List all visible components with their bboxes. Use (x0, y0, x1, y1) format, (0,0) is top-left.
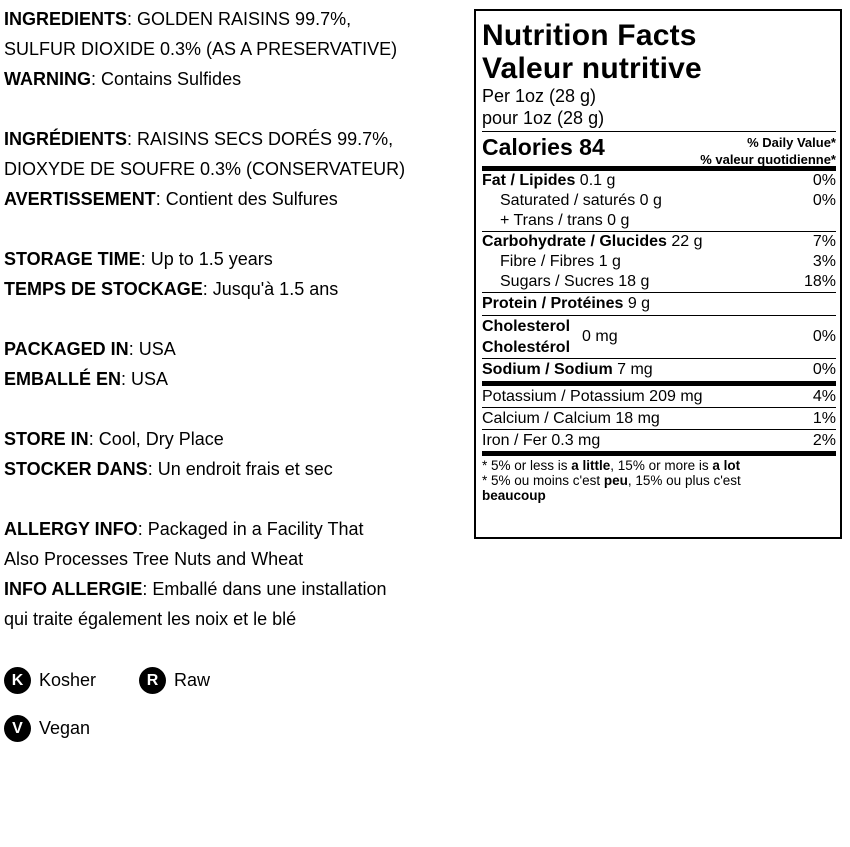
cholesterol-label (482, 316, 570, 358)
ingredients-line-2: SULFUR DIOXIDE 0.3% (AS A PRESERVATIVE) (4, 39, 398, 59)
iron-dv: 2% (812, 432, 836, 449)
kosher-label: Kosher (39, 670, 97, 690)
saturated-label: Saturated / saturés 0 g (500, 192, 662, 209)
fat-amount: 0.1 g (575, 172, 616, 189)
trans-row (482, 211, 836, 231)
ingredients-line (4, 4, 470, 34)
calcium-label: Calcium / Calcium 18 mg (482, 410, 660, 427)
sodium-amount: 7 mg (612, 361, 653, 378)
ingredients-fr-label: INGRÉDIENTS (4, 129, 128, 149)
daily-value-header (700, 134, 836, 168)
potassium-label: Potassium / Potassium 209 mg (482, 388, 703, 405)
ingredients-fr-text: : RAISINS SECS DORÉS 99.7%, (127, 129, 394, 149)
storage-text: : Up to 1.5 years (140, 249, 273, 269)
allergy-fr-line (4, 574, 470, 604)
carbohydrate-row (482, 232, 836, 252)
packaged-fr-label: EMBALLÉ EN (4, 369, 121, 389)
allergy-label: ALLERGY INFO (4, 519, 138, 539)
ingredients-fr-line-2: DIOXYDE DE SOUFRE 0.3% (CONSERVATEUR) (4, 159, 406, 179)
allergy-fr-label: INFO ALLERGIE (4, 579, 143, 599)
calcium-dv: 1% (812, 410, 836, 427)
footnote (482, 456, 836, 503)
raw-label: Raw (174, 670, 211, 690)
storage-fr-label: TEMPS DE STOCKAGE (4, 279, 203, 299)
fibre-dv: 3% (812, 253, 836, 270)
store-label: STORE IN (4, 429, 89, 449)
serving-size-en: Per 1oz (28 g) (482, 86, 597, 106)
daily-value-en: % Daily Value* (747, 135, 836, 150)
packaged-line (4, 334, 470, 364)
fibre-row (482, 252, 836, 272)
store-line (4, 424, 470, 454)
potassium-dv: 4% (812, 388, 836, 405)
store-fr-line (4, 454, 470, 484)
storage-fr-line (4, 274, 470, 304)
iron-label: Iron / Fer 0.3 mg (482, 432, 601, 449)
allergy-line-2: Also Processes Tree Nuts and Wheat (4, 549, 304, 569)
fat-label: Fat / Lipides (482, 172, 576, 189)
protein-amount: 9 g (623, 295, 651, 312)
sugars-row (482, 272, 836, 292)
serving-size-fr: pour 1oz (28 g) (482, 108, 605, 128)
warning-label: WARNING (4, 69, 91, 89)
packaged-fr-line (4, 364, 470, 394)
storage-label: STORAGE TIME (4, 249, 141, 269)
raw-icon: R (139, 667, 166, 694)
daily-value-fr: % valeur quotidienne* (700, 152, 836, 167)
potassium-row (482, 386, 836, 407)
allergy-fr-text: : Emballé dans une installation (142, 579, 387, 599)
vegan-icon: V (4, 715, 31, 742)
vegan-badge (4, 715, 90, 742)
sodium-label: Sodium / Sodium (482, 361, 613, 378)
warning-fr-text: : Contient des Sulfures (155, 189, 338, 209)
warning-fr-line (4, 184, 470, 214)
cholesterol-label-fr: Cholestérol (482, 339, 571, 356)
saturated-dv: 0% (812, 192, 836, 209)
calories-row (482, 132, 836, 166)
sugars-label: Sugars / Sucres 18 g (500, 273, 650, 290)
cholesterol-amount: 0 mg (582, 328, 618, 345)
allergy-text: : Packaged in a Facility That (137, 519, 364, 539)
saturated-row (482, 191, 836, 211)
ingredients-label: INGREDIENTS (4, 9, 128, 29)
packaged-fr-text: : USA (121, 369, 169, 389)
vegan-label: Vegan (39, 718, 91, 738)
warning-line (4, 64, 470, 94)
footnote-en: * 5% or less is a little, 15% or more is a lot (482, 458, 741, 473)
nutrition-title-fr: Valeur nutritive (482, 52, 702, 85)
cholesterol-row (482, 316, 836, 358)
fat-row (482, 171, 836, 191)
nutrition-title-en: Nutrition Facts (482, 19, 697, 52)
packaged-text: : USA (128, 339, 176, 359)
calories-label: Calories 84 (482, 134, 605, 160)
allergy-line (4, 514, 470, 544)
raw-badge (139, 667, 210, 694)
iron-row (482, 430, 836, 451)
store-fr-label: STOCKER DANS (4, 459, 148, 479)
fat-dv: 0% (812, 172, 836, 189)
storage-fr-text: : Jusqu'à 1.5 ans (202, 279, 339, 299)
sodium-row (482, 359, 836, 381)
store-fr-text: : Un endroit frais et sec (147, 459, 333, 479)
allergy-fr-line-2: qui traite également les noix et le blé (4, 609, 297, 629)
protein-label: Protein / Protéines (482, 295, 624, 312)
trans-label: + Trans / trans 0 g (500, 212, 630, 229)
carbohydrate-amount: 22 g (666, 233, 703, 250)
carbohydrate-label: Carbohydrate / Glucides (482, 233, 667, 250)
ingredients-text: : GOLDEN RAISINS 99.7%, (127, 9, 352, 29)
footnote-fr-2: beaucoup (482, 488, 546, 503)
calcium-row (482, 408, 836, 429)
sugars-dv: 18% (803, 273, 836, 290)
product-info (4, 4, 470, 634)
nutrition-facts-panel (474, 9, 842, 539)
storage-line (4, 244, 470, 274)
carbohydrate-dv: 7% (812, 233, 836, 250)
store-text: : Cool, Dry Place (88, 429, 224, 449)
packaged-label: PACKAGED IN (4, 339, 129, 359)
cholesterol-label-en: Cholesterol (482, 318, 571, 335)
protein-row (482, 293, 836, 315)
footnote-fr: * 5% ou moins c'est peu, 15% ou plus c'est (482, 473, 741, 488)
kosher-badge (4, 667, 96, 694)
ingredients-fr-line (4, 124, 470, 154)
kosher-icon: K (4, 667, 31, 694)
sodium-dv: 0% (812, 361, 836, 378)
warning-text: : Contains Sulfides (91, 69, 242, 89)
cholesterol-dv: 0% (812, 328, 836, 345)
fibre-label: Fibre / Fibres 1 g (500, 253, 621, 270)
warning-fr-label: AVERTISSEMENT (4, 189, 156, 209)
